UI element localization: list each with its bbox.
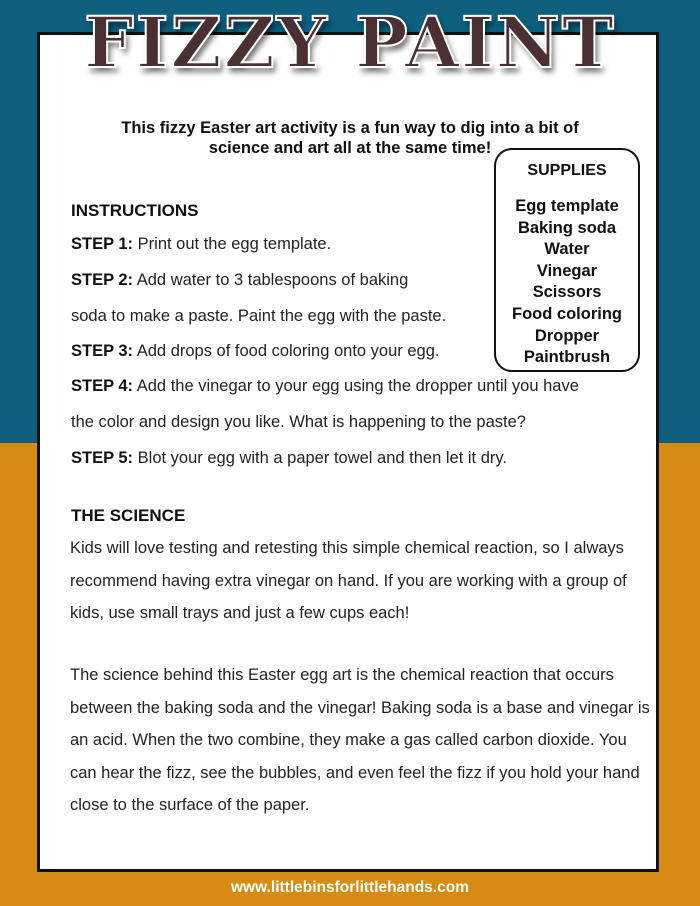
step-2-continued: soda to make a paste. Paint the egg with the paste. [71, 307, 447, 325]
step-text: Blot your egg with a paper towel and then let it dry. [137, 449, 507, 467]
step-label: STEP 5: [71, 449, 134, 467]
supply-item: Dropper [534, 326, 600, 345]
step-text: Print out the egg template. [137, 235, 332, 253]
page-title: FIZZY PAINT [84, 1, 616, 84]
science-paragraph-2: The science behind this Easter egg art is the chemical reaction that occurs between the baking soda and the vinegar! Baking soda is a base and vinegar is an acid. When the two combine, they make a gas called carbon dioxide. You can hear the fizz, see the bubbles, and even feel the fizz if you hold your hand close to the surface of the paper. [70, 666, 650, 814]
supply-item: Paintbrush [523, 348, 611, 367]
step-text: Add drops of food coloring onto your egg. [136, 342, 440, 360]
instructions-heading: INSTRUCTIONS [71, 201, 199, 220]
supply-item: Baking soda [517, 218, 617, 237]
supply-item: Scissors [532, 283, 602, 302]
intro-text: This fizzy Easter art activity is a fun way to dig into a bit of science and art all at the same time! [121, 119, 579, 157]
step-4-continued: the color and design you like. What is happening to the paste? [71, 413, 526, 431]
step-label: STEP 2: [71, 271, 134, 289]
supplies-box [494, 148, 640, 372]
step-1 [71, 235, 331, 254]
step-text: Add the vinegar to your egg using the dropper until you have [136, 377, 579, 395]
step-2 [71, 271, 408, 290]
step-label: STEP 3: [71, 342, 134, 360]
supplies-heading: SUPPLIES [527, 162, 607, 179]
supply-item: Food coloring [512, 304, 622, 323]
step-4 [71, 377, 579, 396]
supply-item: Water [544, 240, 590, 259]
step-label: STEP 1: [71, 235, 134, 253]
footer-url: www.littlebinsforlittlehands.com [231, 879, 469, 896]
step-label: STEP 4: [71, 377, 134, 395]
supply-item: Vinegar [536, 261, 598, 280]
step-text: Add water to 3 tablespoons of baking [136, 271, 409, 289]
step-3 [71, 342, 439, 361]
science-paragraph-1: Kids will love testing and retesting this simple chemical reaction, so I always recommend having extra vinegar on hand. If you are working with a group of kids, use small trays and just a few cups each! [70, 539, 627, 622]
step-5 [71, 449, 507, 468]
supply-item: Egg template [515, 197, 619, 215]
science-heading: THE SCIENCE [71, 506, 186, 525]
